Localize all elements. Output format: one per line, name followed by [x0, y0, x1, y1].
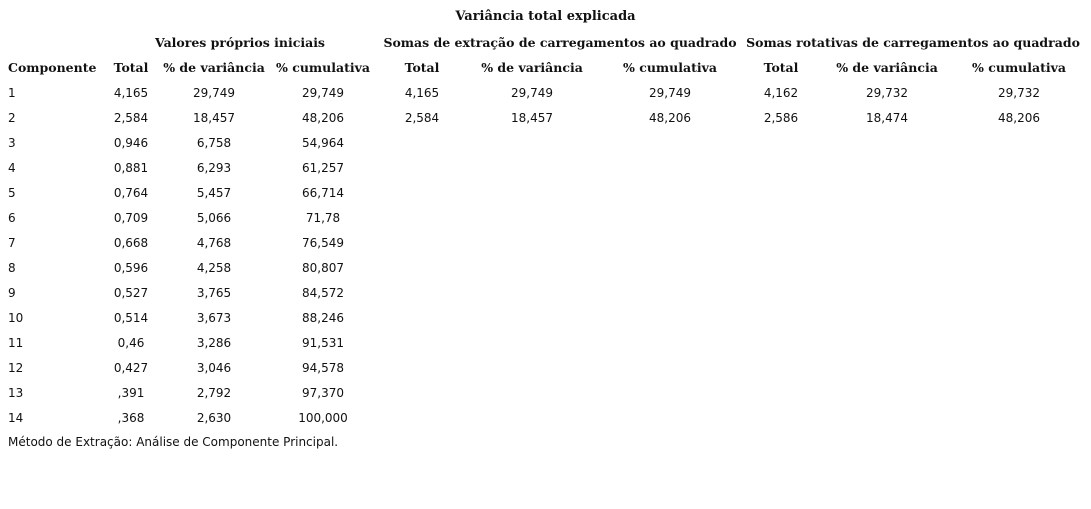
rotation-pct-cell [820, 380, 954, 405]
rotation-pct-cell [820, 280, 954, 305]
component-cell: 6 [8, 210, 16, 225]
table-row [4, 330, 1084, 355]
extraction-total-cell [378, 355, 466, 380]
component-cell: 11 [8, 335, 24, 350]
initial-total-cell: 0,764 [113, 185, 149, 200]
table-row [4, 405, 1084, 430]
rotation-total-cell [742, 230, 820, 255]
extraction-cum-cell [598, 155, 742, 180]
extraction-pct-cell: 18,457 [511, 110, 553, 125]
rotation-cum-cell [954, 205, 1084, 230]
table-row [4, 180, 1084, 205]
initial-cum-cell: 84,572 [302, 285, 344, 300]
rotation-pct-cell [820, 255, 954, 280]
group-header-row [4, 30, 1084, 55]
extraction-cum-cell [598, 305, 742, 330]
extraction-total-cell [378, 180, 466, 205]
rotation-total-cell [742, 355, 820, 380]
rotation-pct-cell [820, 205, 954, 230]
rotation-pct-cell [820, 330, 954, 355]
table-row [4, 105, 1084, 130]
rotation-pct-cell [820, 405, 954, 430]
table-row [4, 155, 1084, 180]
extraction-total-cell [378, 305, 466, 330]
table-row [4, 230, 1084, 255]
initial-total-cell: ,368 [117, 410, 145, 425]
extraction-cum-cell [598, 205, 742, 230]
rotation-cum-cell [954, 230, 1084, 255]
rotation-cum-cell [954, 330, 1084, 355]
initial-total-cell: 0,514 [113, 310, 149, 325]
extraction-pct-cell [466, 130, 598, 155]
extraction-pct-cell [466, 280, 598, 305]
initial-pct-cell: 6,293 [196, 160, 232, 175]
extraction-pct-cell [466, 330, 598, 355]
rotation-pct-cell [820, 130, 954, 155]
component-cell: 9 [8, 285, 16, 300]
table-title: Variância total explicada [455, 9, 636, 24]
extraction-cum-cell [598, 130, 742, 155]
table-row [4, 355, 1084, 380]
initial-pct-cell: 6,758 [196, 135, 232, 150]
extraction-cum-cell [598, 280, 742, 305]
rotation-total-cell: 2,586 [763, 110, 799, 125]
header-initial-cum: % cumulativa [276, 60, 370, 75]
table-row [4, 280, 1084, 305]
initial-total-cell: 0,527 [113, 285, 149, 300]
extraction-pct-cell: 29,749 [511, 85, 553, 100]
initial-total-cell: 4,165 [113, 85, 149, 100]
initial-total-cell: 0,46 [117, 335, 145, 350]
initial-cum-cell: 61,257 [302, 160, 344, 175]
rotation-cum-cell [954, 255, 1084, 280]
initial-cum-cell: 71,78 [305, 210, 341, 225]
group-header-blank [4, 30, 102, 55]
header-extraction-cum: % cumulativa [623, 60, 717, 75]
rotation-total-cell [742, 130, 820, 155]
initial-cum-cell: 29,749 [302, 85, 344, 100]
initial-cum-cell: 100,000 [298, 410, 348, 425]
initial-cum-cell: 97,370 [302, 385, 344, 400]
table-body [4, 80, 1084, 430]
extraction-cum-cell [598, 355, 742, 380]
initial-total-cell: 0,596 [113, 260, 149, 275]
component-cell: 1 [8, 85, 16, 100]
rotation-total-cell [742, 155, 820, 180]
header-rotation-cum: % cumulativa [972, 60, 1066, 75]
initial-cum-cell: 88,246 [302, 310, 344, 325]
extraction-total-cell [378, 380, 466, 405]
header-rotation-pct: % de variância [836, 60, 938, 75]
extraction-pct-cell [466, 255, 598, 280]
table-row [4, 380, 1084, 405]
initial-cum-cell: 48,206 [302, 110, 344, 125]
rotation-pct-cell [820, 230, 954, 255]
table-row [4, 130, 1084, 155]
initial-total-cell: 0,946 [113, 135, 149, 150]
initial-pct-cell: 4,768 [196, 235, 232, 250]
initial-pct-cell: 3,286 [196, 335, 232, 350]
extraction-pct-cell [466, 155, 598, 180]
extraction-cum-cell [598, 255, 742, 280]
extraction-total-cell [378, 405, 466, 430]
rotation-total-cell [742, 180, 820, 205]
rotation-pct-cell: 29,732 [866, 85, 908, 100]
footnote: Método de Extração: Análise de Componente Principal. [8, 435, 339, 449]
rotation-pct-cell [820, 355, 954, 380]
rotation-total-cell: 4,162 [763, 85, 799, 100]
rotation-total-cell [742, 380, 820, 405]
extraction-cum-cell [598, 180, 742, 205]
table-row [4, 305, 1084, 330]
initial-total-cell: 0,881 [113, 160, 149, 175]
header-extraction-total: Total [404, 60, 440, 75]
initial-pct-cell: 18,457 [193, 110, 235, 125]
header-extraction-pct: % de variância [481, 60, 583, 75]
rotation-pct-cell [820, 305, 954, 330]
component-cell: 4 [8, 160, 16, 175]
initial-cum-cell: 54,964 [302, 135, 344, 150]
initial-total-cell: 2,584 [113, 110, 149, 125]
extraction-total-cell [378, 205, 466, 230]
extraction-pct-cell [466, 305, 598, 330]
rotation-cum-cell [954, 305, 1084, 330]
rotation-total-cell [742, 405, 820, 430]
component-cell: 12 [8, 360, 24, 375]
extraction-total-cell [378, 155, 466, 180]
header-rotation-total: Total [763, 60, 799, 75]
extraction-cum-cell [598, 380, 742, 405]
rotation-total-cell [742, 330, 820, 355]
initial-pct-cell: 2,792 [196, 385, 232, 400]
header-initial-total: Total [113, 60, 149, 75]
initial-total-cell: ,391 [117, 385, 145, 400]
rotation-cum-cell [954, 355, 1084, 380]
component-cell: 2 [8, 110, 16, 125]
rotation-cum-cell [954, 180, 1084, 205]
component-cell: 14 [8, 410, 24, 425]
rotation-total-cell [742, 305, 820, 330]
initial-pct-cell: 5,457 [196, 185, 232, 200]
rotation-total-cell [742, 280, 820, 305]
initial-pct-cell: 4,258 [196, 260, 232, 275]
extraction-total-cell: 4,165 [404, 85, 440, 100]
rotation-total-cell [742, 205, 820, 230]
extraction-total-cell [378, 280, 466, 305]
extraction-pct-cell [466, 205, 598, 230]
initial-pct-cell: 3,765 [196, 285, 232, 300]
group-header-initial: Valores próprios iniciais [155, 35, 325, 50]
initial-total-cell: 0,427 [113, 360, 149, 375]
extraction-cum-cell [598, 405, 742, 430]
initial-pct-cell: 5,066 [196, 210, 232, 225]
table-row [4, 205, 1084, 230]
extraction-total-cell [378, 230, 466, 255]
column-header-row [4, 55, 1084, 80]
initial-pct-cell: 3,673 [196, 310, 232, 325]
initial-total-cell: 0,709 [113, 210, 149, 225]
table-row [4, 80, 1084, 105]
extraction-cum-cell: 48,206 [649, 110, 691, 125]
extraction-cum-cell [598, 330, 742, 355]
extraction-cum-cell: 29,749 [649, 85, 691, 100]
rotation-pct-cell [820, 180, 954, 205]
group-header-rotation: Somas rotativas de carregamentos ao quadrado [746, 35, 1080, 50]
extraction-pct-cell [466, 230, 598, 255]
component-cell: 7 [8, 235, 16, 250]
initial-cum-cell: 80,807 [302, 260, 344, 275]
initial-cum-cell: 91,531 [302, 335, 344, 350]
rotation-pct-cell: 18,474 [866, 110, 908, 125]
rotation-cum-cell [954, 380, 1084, 405]
rotation-cum-cell [954, 155, 1084, 180]
header-component: Componente [8, 60, 97, 75]
component-cell: 3 [8, 135, 16, 150]
rotation-pct-cell [820, 155, 954, 180]
initial-cum-cell: 94,578 [302, 360, 344, 375]
header-initial-pct: % de variância [163, 60, 265, 75]
table-row [4, 255, 1084, 280]
rotation-cum-cell [954, 405, 1084, 430]
initial-pct-cell: 29,749 [193, 85, 235, 100]
initial-pct-cell: 3,046 [196, 360, 232, 375]
extraction-pct-cell [466, 405, 598, 430]
rotation-total-cell [742, 255, 820, 280]
initial-cum-cell: 66,714 [302, 185, 344, 200]
initial-pct-cell: 2,630 [196, 410, 232, 425]
rotation-cum-cell [954, 130, 1084, 155]
extraction-pct-cell [466, 355, 598, 380]
component-cell: 8 [8, 260, 16, 275]
initial-cum-cell: 76,549 [302, 235, 344, 250]
rotation-cum-cell: 48,206 [998, 110, 1040, 125]
component-cell: 5 [8, 185, 16, 200]
extraction-pct-cell [466, 380, 598, 405]
rotation-cum-cell [954, 280, 1084, 305]
rotation-cum-cell: 29,732 [998, 85, 1040, 100]
variance-table [4, 30, 1084, 430]
extraction-total-cell [378, 130, 466, 155]
extraction-total-cell: 2,584 [404, 110, 440, 125]
initial-total-cell: 0,668 [113, 235, 149, 250]
extraction-total-cell [378, 330, 466, 355]
extraction-total-cell [378, 255, 466, 280]
component-cell: 10 [8, 310, 24, 325]
extraction-cum-cell [598, 230, 742, 255]
group-header-extraction: Somas de extração de carregamentos ao quadrado [383, 35, 737, 50]
component-cell: 13 [8, 385, 24, 400]
extraction-pct-cell [466, 180, 598, 205]
